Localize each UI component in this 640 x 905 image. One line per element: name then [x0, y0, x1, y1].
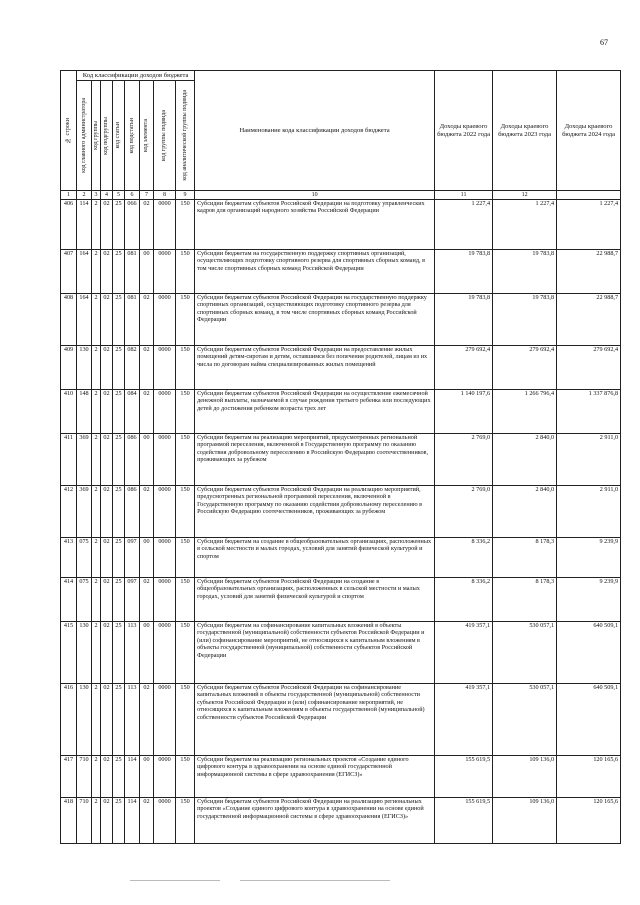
revenue-name-cell: Субсидии бюджетам на реализацию региональных проектов «Создание единого цифрового контура в здравоохранении на основе единой государственной информационной системы в сфере здравоохранения (ЕГИСЗ)»: [195, 756, 435, 798]
element-code-cell: 02: [140, 200, 154, 250]
subgroup-code-cell: 02: [101, 798, 113, 844]
name-column-header: Наименование кода классификации доходов бюджета: [195, 71, 435, 191]
subtype-group-code-cell: 0000: [154, 798, 176, 844]
analytic-group-code-cell: 150: [176, 434, 195, 486]
subgroup-code-cell: 02: [101, 538, 113, 578]
substat-code-cell: 097: [125, 578, 140, 622]
subgroup-code-cell: 02: [101, 294, 113, 346]
subgroup-code-cell: 02: [101, 684, 113, 756]
analytic-group-code-cell: 150: [176, 684, 195, 756]
revenue-2022-cell: 279 692,4: [435, 346, 493, 390]
revenue-2022-cell: 155 619,5: [435, 756, 493, 798]
element-code-cell: 00: [140, 250, 154, 294]
revenue-name-cell: Субсидии бюджетам на реализацию мероприятий, предусмотренных региональной программой переселения, включенной в Государственную программу по оказанию содействия добровольному переселению в Российскую Федерацию соотечественников, проживающих за рубежом: [195, 434, 435, 486]
group-code-cell: 2: [92, 390, 101, 434]
revenue-2024-cell: 279 692,4: [557, 346, 621, 390]
column-number: 6: [125, 191, 140, 200]
admin-code-cell: 075: [77, 578, 92, 622]
code-subheader: код элемента: [140, 81, 154, 191]
revenue-2022-cell: 155 619,5: [435, 798, 493, 844]
revenue-2024-cell: 640 509,1: [557, 622, 621, 684]
substat-code-cell: 066: [125, 200, 140, 250]
revenue-name-cell: Субсидии бюджетам субъектов Российской Федерации на подготовку управленческих кадров для организаций народного хозяйства Российской Федерации: [195, 200, 435, 250]
subtype-group-code-cell: 0000: [154, 294, 176, 346]
table-header: [61, 71, 621, 200]
row-number-cell: 411: [61, 434, 77, 486]
revenue-2024-cell: 22 988,7: [557, 250, 621, 294]
row-number-cell: 412: [61, 486, 77, 538]
subtype-group-code-cell: 0000: [154, 390, 176, 434]
table-row: [61, 684, 621, 756]
subgroup-code-cell: 02: [101, 622, 113, 684]
footer-rule: [130, 880, 220, 881]
row-number-header: № строки: [61, 71, 77, 191]
column-number: 1: [61, 191, 77, 200]
row-number-cell: 417: [61, 756, 77, 798]
substat-code-cell: 081: [125, 250, 140, 294]
admin-code-cell: 164: [77, 250, 92, 294]
table-row: [61, 798, 621, 844]
analytic-group-code-cell: 150: [176, 346, 195, 390]
code-subheader: код аналитической группы подвида: [176, 81, 195, 191]
admin-code-cell: 369: [77, 486, 92, 538]
revenue-2024-cell: 120 165,6: [557, 756, 621, 798]
article-code-cell: 25: [113, 756, 125, 798]
analytic-group-code-cell: 150: [176, 250, 195, 294]
substat-code-cell: 086: [125, 434, 140, 486]
revenue-2022-cell: 19 783,8: [435, 250, 493, 294]
subtype-group-code-cell: 0000: [154, 756, 176, 798]
group-code-cell: 2: [92, 294, 101, 346]
analytic-group-code-cell: 150: [176, 200, 195, 250]
article-code-cell: 25: [113, 684, 125, 756]
row-number-cell: 409: [61, 346, 77, 390]
row-number-cell: 416: [61, 684, 77, 756]
revenue-2024-cell: 1 227,4: [557, 200, 621, 250]
article-code-cell: 25: [113, 346, 125, 390]
analytic-group-code-cell: 150: [176, 390, 195, 434]
group-code-cell: 2: [92, 200, 101, 250]
code-subheader: код статьи: [113, 81, 125, 191]
element-code-cell: 00: [140, 622, 154, 684]
table-row: [61, 294, 621, 346]
subgroup-code-cell: 02: [101, 390, 113, 434]
group-code-cell: 2: [92, 622, 101, 684]
revenue-2022-cell: 2 769,0: [435, 486, 493, 538]
substat-code-cell: 114: [125, 756, 140, 798]
substat-code-cell: 086: [125, 486, 140, 538]
subgroup-code-cell: 02: [101, 434, 113, 486]
group-code-cell: 2: [92, 486, 101, 538]
revenue-2023-cell: 109 136,0: [493, 798, 557, 844]
table-row: [61, 578, 621, 622]
element-code-cell: 02: [140, 486, 154, 538]
table-row: [61, 538, 621, 578]
revenue-2022-cell: 8 336,2: [435, 538, 493, 578]
substat-code-cell: 114: [125, 798, 140, 844]
revenue-name-cell: Субсидии бюджетам субъектов Российской Федерации на осуществление ежемесячной денежной выплаты, назначаемой в случае рождения третьего ребенка или последующих детей до достижения ребенком возраста трех лет: [195, 390, 435, 434]
revenue-name-cell: Субсидии бюджетам на государственную поддержку спортивных организаций, осуществляющих подготовку спортивного резерва для спортивных сборных команд, в том числе спортивных сборных команд Российской Федерации: [195, 250, 435, 294]
substat-code-cell: 081: [125, 294, 140, 346]
table-row: [61, 346, 621, 390]
revenue-2023-cell: 8 178,3: [493, 538, 557, 578]
analytic-group-code-cell: 150: [176, 756, 195, 798]
element-code-cell: 02: [140, 578, 154, 622]
admin-code-cell: 130: [77, 684, 92, 756]
revenue-name-cell: Субсидии бюджетам на создание в общеобразовательных организациях, расположенных в сельской местности и малых городах, условий для занятий физической культурой и спортом: [195, 538, 435, 578]
column-number: 8: [154, 191, 176, 200]
article-code-cell: 25: [113, 434, 125, 486]
revenue-name-cell: Субсидии бюджетам субъектов Российской Федерации на реализацию региональных проектов «Создание единого цифрового контура в здравоохранении на основе единой государственной информационной системы в сфере здравоохранения (ЕГИСЗ)»: [195, 798, 435, 844]
table-row: [61, 390, 621, 434]
subgroup-code-cell: 02: [101, 250, 113, 294]
revenue-2024-cell: 2 911,0: [557, 486, 621, 538]
substat-code-cell: 113: [125, 684, 140, 756]
subgroup-code-cell: 02: [101, 578, 113, 622]
revenue-2023-cell: 530 057,1: [493, 622, 557, 684]
article-code-cell: 25: [113, 390, 125, 434]
element-code-cell: 00: [140, 756, 154, 798]
column-number: 9: [176, 191, 195, 200]
revenue-2023-cell: 1 266 796,4: [493, 390, 557, 434]
revenue-name-cell: Субсидии бюджетам субъектов Российской Федерации на предоставление жилых помещений детям-сиротам и детям, оставшимся без попечения родителей, лицам из их числа по договорам найма специализированных жилых помещений: [195, 346, 435, 390]
table-row: [61, 756, 621, 798]
column-number: 5: [113, 191, 125, 200]
article-code-cell: 25: [113, 622, 125, 684]
table-row: [61, 250, 621, 294]
article-code-cell: 25: [113, 578, 125, 622]
revenue-2024-cell: 120 165,6: [557, 798, 621, 844]
code-subheader: код группы подвида: [154, 81, 176, 191]
row-number-cell: 406: [61, 200, 77, 250]
revenue-2024-cell: 1 337 876,8: [557, 390, 621, 434]
revenue-2024-cell: 640 509,1: [557, 684, 621, 756]
row-number-cell: 408: [61, 294, 77, 346]
year-2023-header: Доходы краевого бюджета 2023 года: [493, 71, 557, 191]
group-code-cell: 2: [92, 250, 101, 294]
group-code-cell: 2: [92, 684, 101, 756]
analytic-group-code-cell: 150: [176, 486, 195, 538]
group-code-cell: 2: [92, 756, 101, 798]
column-number: [557, 191, 621, 200]
column-number: 7: [140, 191, 154, 200]
subgroup-code-cell: 02: [101, 756, 113, 798]
article-code-cell: 25: [113, 538, 125, 578]
admin-code-cell: 114: [77, 200, 92, 250]
code-subheader: код подстатьи: [125, 81, 140, 191]
group-code-cell: 2: [92, 538, 101, 578]
analytic-group-code-cell: 150: [176, 294, 195, 346]
substat-code-cell: 097: [125, 538, 140, 578]
row-number-cell: 413: [61, 538, 77, 578]
admin-code-cell: 130: [77, 346, 92, 390]
revenue-2023-cell: 530 057,1: [493, 684, 557, 756]
revenue-name-cell: Субсидии бюджетам субъектов Российской Федерации на создание в общеобразовательных организациях, расположенных в сельской местности и малых городах, условий для занятий физической культурой и спортом: [195, 578, 435, 622]
revenue-2022-cell: 19 783,8: [435, 294, 493, 346]
revenue-2022-cell: 1 227,4: [435, 200, 493, 250]
subtype-group-code-cell: 0000: [154, 250, 176, 294]
subgroup-code-cell: 02: [101, 200, 113, 250]
classification-group-header: Код классификации доходов бюджета: [77, 71, 195, 81]
substat-code-cell: 082: [125, 346, 140, 390]
column-number: 12: [493, 191, 557, 200]
column-number-row: [61, 191, 621, 200]
subtype-group-code-cell: 0000: [154, 578, 176, 622]
footer-rule: [240, 880, 390, 881]
revenue-2023-cell: 19 783,8: [493, 250, 557, 294]
admin-code-cell: 164: [77, 294, 92, 346]
subtype-group-code-cell: 0000: [154, 346, 176, 390]
column-number: 4: [101, 191, 113, 200]
element-code-cell: 02: [140, 684, 154, 756]
revenue-name-cell: Субсидии бюджетам субъектов Российской Федерации на софинансирование капитальных вложений в объекты государственной (муниципальной) собственности субъектов Российской Федерации и (или) софинансирование мероприятий, не относящихся к капитальным вложениям в объекты государственной (муниципальной) собственности субъектов Российской Федерации: [195, 684, 435, 756]
revenue-2023-cell: 19 783,8: [493, 294, 557, 346]
row-number-cell: 415: [61, 622, 77, 684]
article-code-cell: 25: [113, 294, 125, 346]
admin-code-cell: 130: [77, 622, 92, 684]
article-code-cell: 25: [113, 250, 125, 294]
article-code-cell: 25: [113, 798, 125, 844]
revenue-name-cell: Субсидии бюджетам на софинансирование капитальных вложений в объекты государственной (муниципальной) собственности субъектов Российской Федерации и (или) софинансирование мероприятий, не относящихся к капитальным вложениям в объекты государственной (муниципальной) собственности субъектов Российской Федерации: [195, 622, 435, 684]
code-subheader: код группы: [92, 81, 101, 191]
subtype-group-code-cell: 0000: [154, 538, 176, 578]
table-body: [61, 200, 621, 844]
budget-revenue-table: [60, 70, 621, 844]
revenue-2024-cell: 22 988,7: [557, 294, 621, 346]
table-row: [61, 434, 621, 486]
table-row: [61, 486, 621, 538]
subtype-group-code-cell: 0000: [154, 434, 176, 486]
subgroup-code-cell: 02: [101, 346, 113, 390]
column-number: 3: [92, 191, 101, 200]
code-subheader: код главного администратора: [77, 81, 92, 191]
column-number: 11: [435, 191, 493, 200]
subtype-group-code-cell: 0000: [154, 200, 176, 250]
analytic-group-code-cell: 150: [176, 622, 195, 684]
revenue-2024-cell: 9 239,9: [557, 538, 621, 578]
revenue-2022-cell: 419 357,1: [435, 622, 493, 684]
group-code-cell: 2: [92, 434, 101, 486]
revenue-2022-cell: 419 357,1: [435, 684, 493, 756]
group-code-cell: 2: [92, 578, 101, 622]
revenue-name-cell: Субсидии бюджетам субъектов Российской Федерации на государственную поддержку спортивных организаций, осуществляющих подготовку спортивного резерва для спортивных сборных команд, в том числе спортивных сборных команд Российской Федерации: [195, 294, 435, 346]
revenue-2022-cell: 1 140 197,6: [435, 390, 493, 434]
code-subheader: код подгруппы: [101, 81, 113, 191]
revenue-2023-cell: 2 840,0: [493, 486, 557, 538]
admin-code-cell: 710: [77, 798, 92, 844]
element-code-cell: 00: [140, 434, 154, 486]
subtype-group-code-cell: 0000: [154, 622, 176, 684]
revenue-2022-cell: 8 336,2: [435, 578, 493, 622]
element-code-cell: 02: [140, 390, 154, 434]
row-number-cell: 418: [61, 798, 77, 844]
year-2024-header: Доходы краевого бюджета 2024 года: [557, 71, 621, 191]
table-row: [61, 622, 621, 684]
revenue-2023-cell: 2 840,0: [493, 434, 557, 486]
subtype-group-code-cell: 0000: [154, 684, 176, 756]
admin-code-cell: 710: [77, 756, 92, 798]
element-code-cell: 02: [140, 294, 154, 346]
subtype-group-code-cell: 0000: [154, 486, 176, 538]
subgroup-code-cell: 02: [101, 486, 113, 538]
substat-code-cell: 113: [125, 622, 140, 684]
revenue-2024-cell: 2 911,0: [557, 434, 621, 486]
analytic-group-code-cell: 150: [176, 538, 195, 578]
admin-code-cell: 075: [77, 538, 92, 578]
article-code-cell: 25: [113, 486, 125, 538]
revenue-name-cell: Субсидии бюджетам субъектов Российской Федерации на реализацию мероприятий, предусмотренных региональной программой переселения, включенной в Государственную программу по оказанию содействия добровольному переселению в Российскую Федерацию соотечественников, проживающих за рубежом: [195, 486, 435, 538]
group-code-cell: 2: [92, 798, 101, 844]
row-number-cell: 414: [61, 578, 77, 622]
budget-table-sheet: [60, 70, 621, 844]
revenue-2022-cell: 2 769,0: [435, 434, 493, 486]
revenue-2024-cell: 9 239,9: [557, 578, 621, 622]
year-2022-header: Доходы краевого бюджета 2022 года: [435, 71, 493, 191]
revenue-2023-cell: 279 692,4: [493, 346, 557, 390]
admin-code-cell: 369: [77, 434, 92, 486]
substat-code-cell: 084: [125, 390, 140, 434]
element-code-cell: 02: [140, 346, 154, 390]
revenue-2023-cell: 109 136,0: [493, 756, 557, 798]
admin-code-cell: 148: [77, 390, 92, 434]
group-code-cell: 2: [92, 346, 101, 390]
revenue-2023-cell: 8 178,3: [493, 578, 557, 622]
element-code-cell: 02: [140, 798, 154, 844]
analytic-group-code-cell: 150: [176, 798, 195, 844]
row-number-cell: 407: [61, 250, 77, 294]
article-code-cell: 25: [113, 200, 125, 250]
element-code-cell: 00: [140, 538, 154, 578]
column-number: 2: [77, 191, 92, 200]
analytic-group-code-cell: 150: [176, 578, 195, 622]
row-number-cell: 410: [61, 390, 77, 434]
column-number: 10: [195, 191, 435, 200]
page-number: 67: [600, 38, 608, 47]
table-row: [61, 200, 621, 250]
revenue-2023-cell: 1 227,4: [493, 200, 557, 250]
